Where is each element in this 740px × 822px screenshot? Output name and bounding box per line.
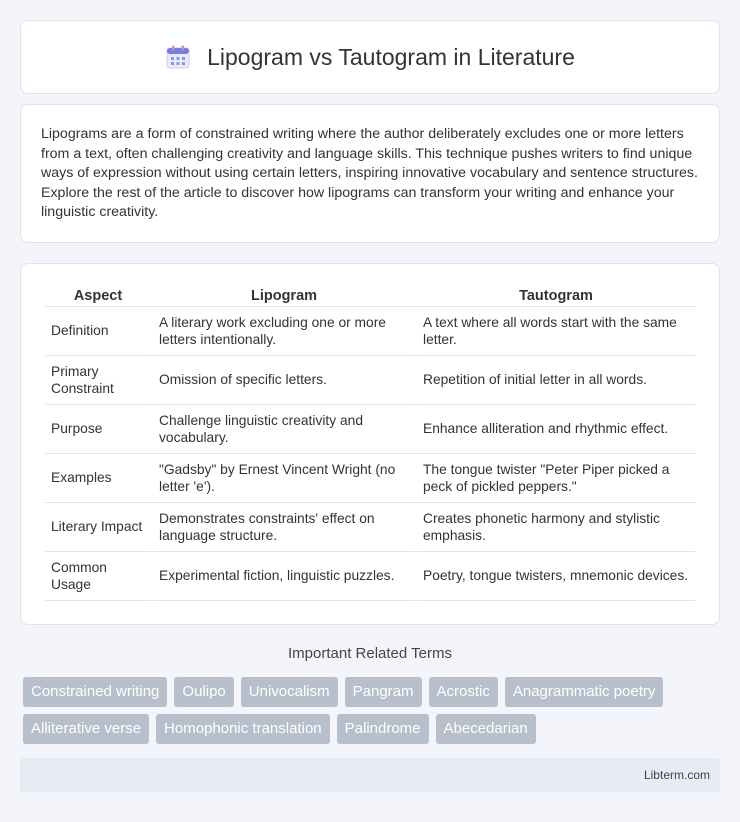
aspect-cell: Common Usage [45,552,151,601]
intro-text: Lipograms are a form of constrained writing where the author deliberately excludes one or more letters from a text, often challenging creativity and language skills. This technique pushes writers to find unique ways of expression without using certain letters, inspiring innovative vocabulary and sentence structures. Explore the rest of the article to discover how lipograms can transform your writing and enhance your linguistic creativity. [41,126,698,220]
related-term-tag[interactable]: Univocalism [241,677,338,707]
page-title: Lipogram vs Tautogram in Literature [207,43,575,70]
tautogram-cell: Poetry, tongue twisters, mnemonic devices. [417,552,695,601]
lipogram-cell: Omission of specific letters. [153,356,415,405]
calendar-grid-icon [165,44,191,70]
table-row [45,307,695,356]
related-term-tag[interactable]: Palindrome [337,714,429,744]
related-term-tag[interactable]: Constrained writing [23,677,167,707]
related-term-tag[interactable]: Anagrammatic poetry [505,677,664,707]
tautogram-cell: A text where all words start with the same letter. [417,307,695,356]
footer [20,758,720,792]
related-term-tag[interactable]: Oulipo [174,677,233,707]
tautogram-cell: Enhance alliteration and rhythmic effect. [417,405,695,454]
comparison-card [20,263,720,625]
column-header-lipogram: Lipogram [153,284,415,307]
related-term-tag[interactable]: Acrostic [429,677,498,707]
aspect-cell: Primary Constraint [45,356,151,405]
column-header-tautogram: Tautogram [417,284,695,307]
table-row [45,405,695,454]
lipogram-cell: Experimental fiction, linguistic puzzles. [153,552,415,601]
aspect-cell: Definition [45,307,151,356]
tautogram-cell: The tongue twister "Peter Piper picked a peck of pickled peppers." [417,454,695,503]
table-row [45,356,695,405]
header-card [20,20,720,94]
related-term-tag[interactable]: Alliterative verse [23,714,149,744]
footer-brand-link[interactable]: Libterm.com [643,768,710,782]
aspect-cell: Purpose [45,405,151,454]
tautogram-cell: Creates phonetic harmony and stylistic emphasis. [417,503,695,552]
related-term-tag[interactable]: Abecedarian [436,714,536,744]
aspect-cell: Literary Impact [45,503,151,552]
lipogram-cell: "Gadsby" by Ernest Vincent Wright (no letter 'e'). [153,454,415,503]
table-row [45,503,695,552]
table-row [45,552,695,601]
related-term-tag[interactable]: Pangram [345,677,422,707]
related-term-tag[interactable]: Homophonic translation [156,714,330,744]
column-header-aspect: Aspect [45,284,151,307]
tautogram-cell: Repetition of initial letter in all words. [417,356,695,405]
related-terms-title: Important Related Terms [288,645,452,662]
aspect-cell: Examples [45,454,151,503]
table-header-row [45,284,695,307]
lipogram-cell: Demonstrates constraints' effect on language structure. [153,503,415,552]
table-row [45,454,695,503]
comparison-table [43,284,697,601]
lipogram-cell: A literary work excluding one or more letters intentionally. [153,307,415,356]
related-terms-list [23,677,723,744]
intro-card [20,104,720,243]
lipogram-cell: Challenge linguistic creativity and vocabulary. [153,405,415,454]
